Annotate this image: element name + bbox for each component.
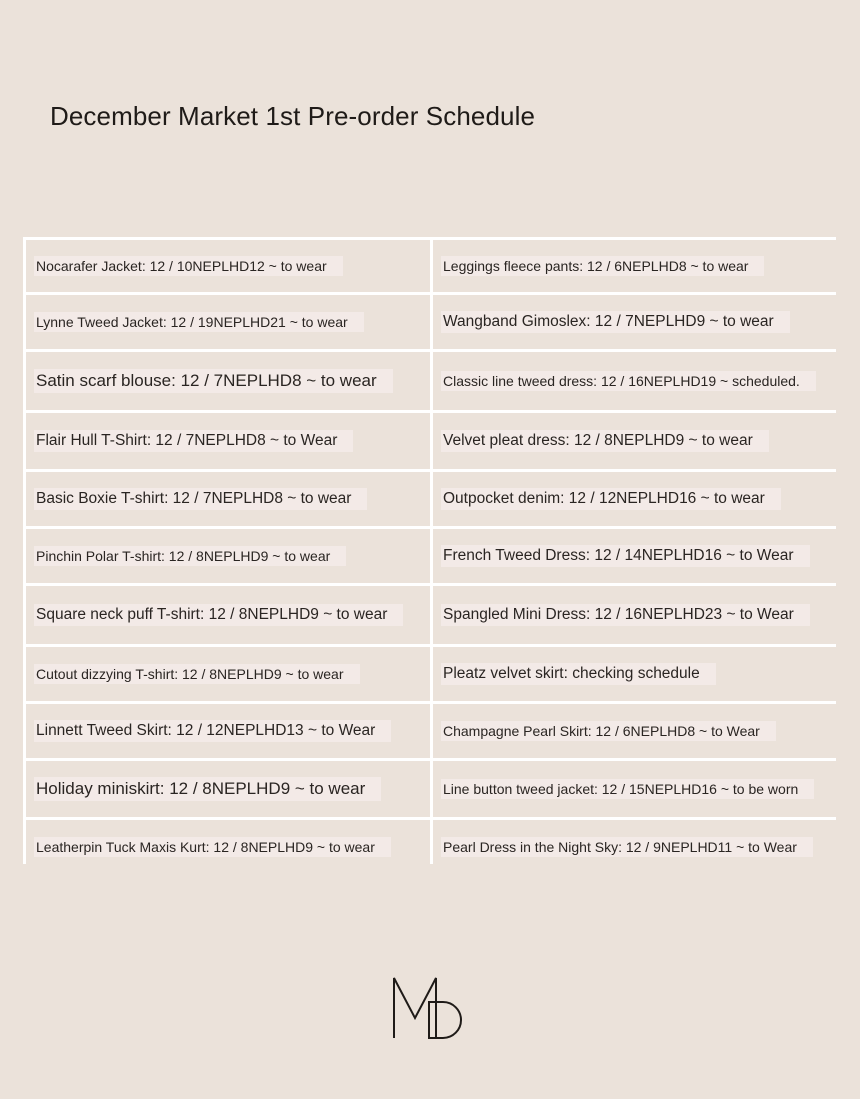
schedule-cell bbox=[433, 704, 836, 758]
schedule-item-label: Pearl Dress in the Night Sky: 12 / 9NEPLHD11 ~ to Wear bbox=[441, 837, 813, 857]
schedule-item-label: Outpocket denim: 12 / 12NEPLHD16 ~ to wear bbox=[441, 488, 781, 510]
schedule-cell bbox=[26, 647, 430, 701]
schedule-item-label: Spangled Mini Dress: 12 / 16NEPLHD23 ~ to Wear bbox=[441, 604, 810, 626]
schedule-cell bbox=[26, 240, 430, 292]
schedule-cell bbox=[433, 820, 836, 874]
schedule-item-label: French Tweed Dress: 12 / 14NEPLHD16 ~ to Wear bbox=[441, 545, 810, 567]
schedule-item-label: Square neck puff T-shirt: 12 / 8NEPLHD9 ~ to wear bbox=[34, 604, 403, 626]
schedule-item-label: Flair Hull T-Shirt: 12 / 7NEPLHD8 ~ to Wear bbox=[34, 430, 353, 452]
schedule-cell bbox=[433, 352, 836, 410]
schedule-item-label: Satin scarf blouse: 12 / 7NEPLHD8 ~ to wear bbox=[34, 369, 393, 393]
schedule-item-label: Linnett Tweed Skirt: 12 / 12NEPLHD13 ~ to Wear bbox=[34, 720, 391, 742]
schedule-cell bbox=[433, 586, 836, 644]
schedule-cell bbox=[26, 413, 430, 469]
schedule-cell bbox=[26, 586, 430, 644]
schedule-cell bbox=[26, 761, 430, 817]
schedule-cell bbox=[433, 295, 836, 349]
schedule-cell bbox=[26, 820, 430, 874]
schedule-item-label: Classic line tweed dress: 12 / 16NEPLHD19 ~ scheduled. bbox=[441, 371, 816, 391]
schedule-item-label: Champagne Pearl Skirt: 12 / 6NEPLHD8 ~ to Wear bbox=[441, 721, 776, 741]
schedule-cell bbox=[26, 352, 430, 410]
schedule-item-label: Pinchin Polar T-shirt: 12 / 8NEPLHD9 ~ to wear bbox=[34, 546, 346, 566]
schedule-cell bbox=[26, 529, 430, 583]
schedule-cell bbox=[433, 761, 836, 817]
schedule-item-label: Line button tweed jacket: 12 / 15NEPLHD16 ~ to be worn bbox=[441, 779, 814, 799]
schedule-cell bbox=[433, 240, 836, 292]
schedule-item-label: Leatherpin Tuck Maxis Kurt: 12 / 8NEPLHD9 ~ to wear bbox=[34, 837, 391, 857]
schedule-item-label: Holiday miniskirt: 12 / 8NEPLHD9 ~ to wear bbox=[34, 777, 381, 801]
schedule-item-label: Pleatz velvet skirt: checking schedule bbox=[441, 663, 716, 685]
schedule-cell bbox=[26, 295, 430, 349]
schedule-cell bbox=[433, 413, 836, 469]
page-title: December Market 1st Pre-order Schedule bbox=[50, 101, 536, 131]
schedule-cell bbox=[433, 529, 836, 583]
schedule-item-label: Cutout dizzying T-shirt: 12 / 8NEPLHD9 ~ to wear bbox=[34, 664, 360, 684]
schedule-item-label: Basic Boxie T-shirt: 12 / 7NEPLHD8 ~ to wear bbox=[34, 488, 367, 510]
schedule-cell bbox=[433, 472, 836, 526]
schedule-item-label: Wangband Gimoslex: 12 / 7NEPLHD9 ~ to wear bbox=[441, 311, 790, 333]
md-monogram-logo-icon bbox=[391, 970, 467, 1042]
schedule-item-label: Leggings fleece pants: 12 / 6NEPLHD8 ~ to wear bbox=[441, 256, 764, 276]
schedule-item-label: Velvet pleat dress: 12 / 8NEPLHD9 ~ to wear bbox=[441, 430, 769, 452]
schedule-item-label: Lynne Tweed Jacket: 12 / 19NEPLHD21 ~ to wear bbox=[34, 312, 364, 332]
schedule-cell bbox=[433, 647, 836, 701]
schedule-cell bbox=[26, 704, 430, 758]
schedule-cell bbox=[26, 472, 430, 526]
schedule-table bbox=[23, 237, 836, 864]
schedule-item-label: Nocarafer Jacket: 12 / 10NEPLHD12 ~ to wear bbox=[34, 256, 343, 276]
